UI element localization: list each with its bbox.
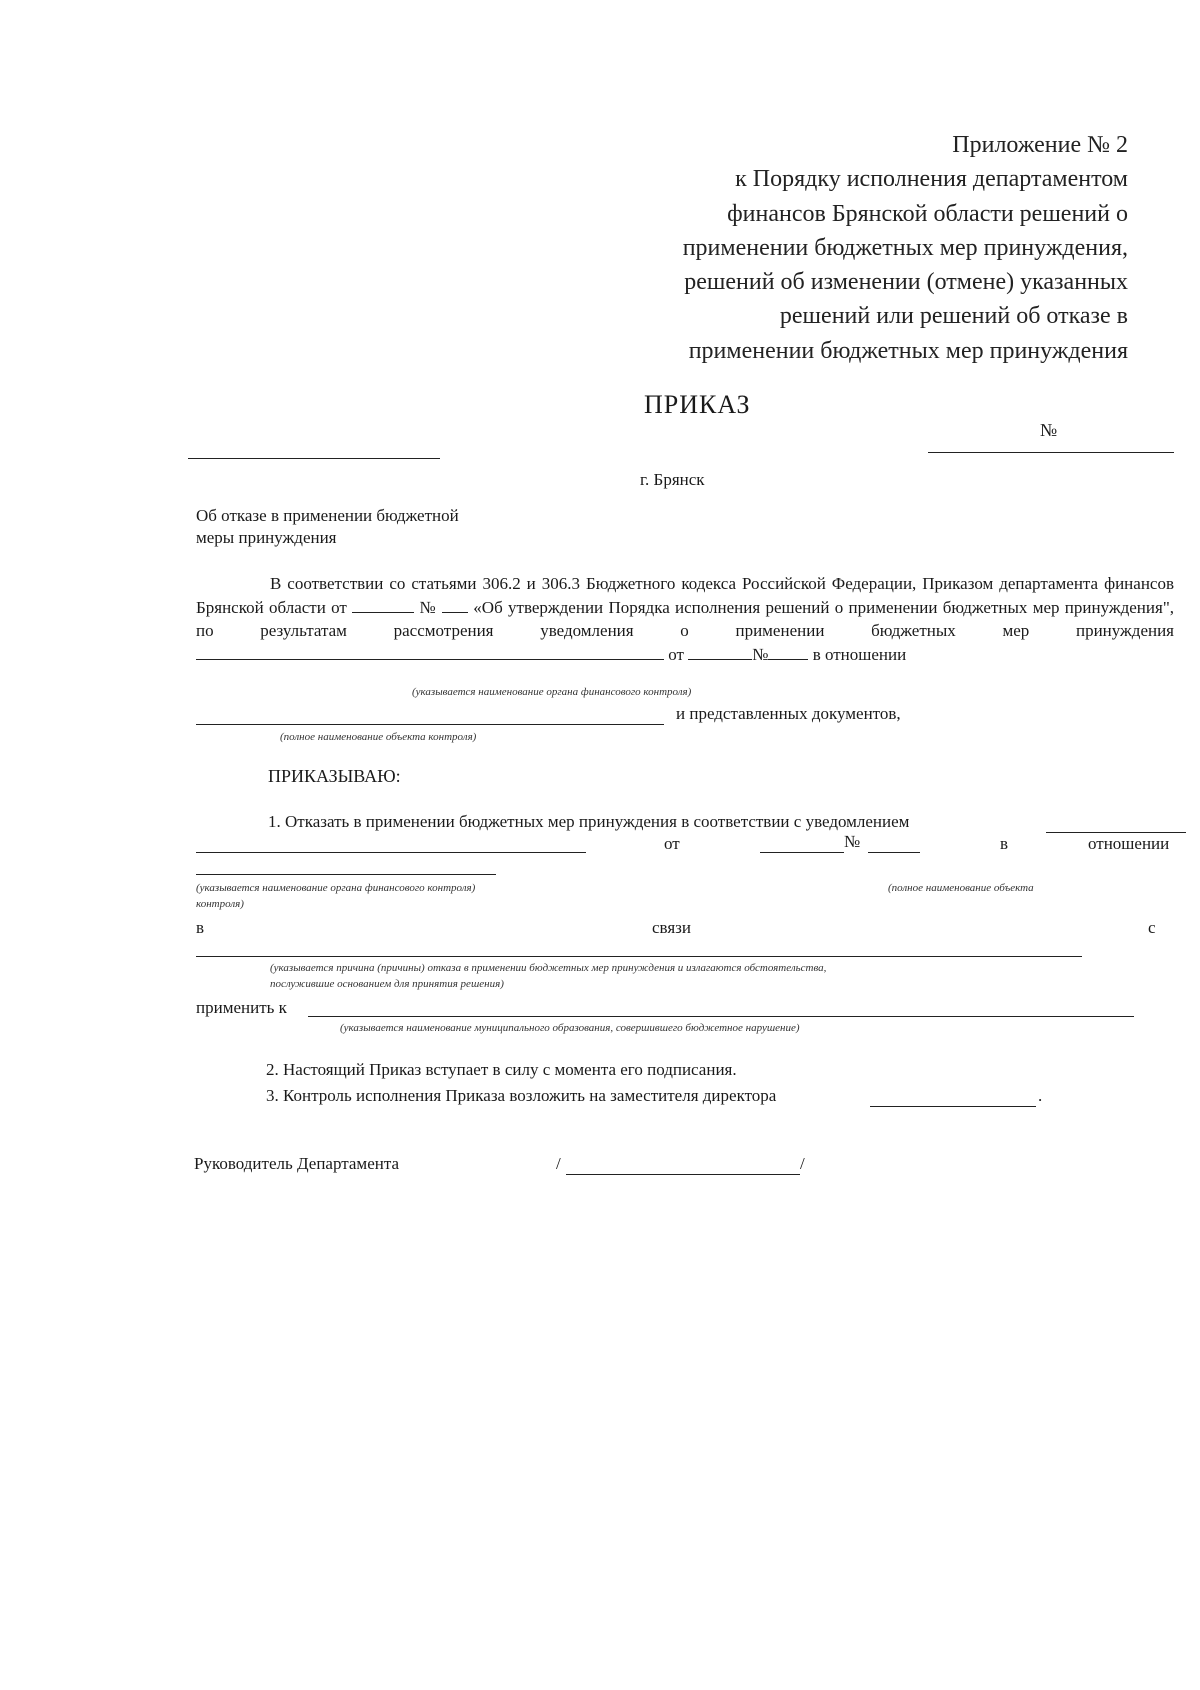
hint-object-2a: (полное наименование объекта: [888, 882, 1034, 894]
item1-in: в: [1000, 834, 1009, 853]
blank-deputy: [870, 1106, 1036, 1107]
item1-with: с: [1148, 918, 1156, 937]
item3-period: .: [1038, 1086, 1043, 1105]
appendix-line: финансов Брянской области решений о: [727, 200, 1128, 227]
number-line: [928, 452, 1174, 453]
preamble-text: «Об утверждении Порядка исполнения решений о применении бюджетных мер принуждения", по результатам рассмотрения уведомления о применении бюджетных мер принуждения: [196, 597, 1175, 641]
preamble-paragraph: [196, 572, 1174, 666]
item1-apply-to: применить к: [196, 998, 287, 1017]
blank-notice: [1046, 832, 1186, 833]
hint-organ: (указывается наименование органа финансового контроля): [412, 686, 692, 698]
preamble-number-sign: №: [752, 644, 769, 664]
city-label: г. Брянск: [640, 470, 705, 489]
appendix-line: применении бюджетных мер принуждения: [688, 337, 1128, 364]
item1-connection: связи: [652, 918, 691, 937]
document-title: ПРИКАЗ: [644, 390, 751, 419]
blank-object: [196, 724, 664, 725]
preamble-number-sign: №: [419, 597, 437, 617]
subject-line-2: меры принуждения: [196, 528, 337, 547]
item1-relation: отношении: [1088, 834, 1170, 853]
hint-object: (полное наименование объекта контроля): [280, 731, 477, 743]
appendix-line: к Порядку исполнения департаментом: [735, 166, 1128, 193]
blank-organ-3: [196, 874, 496, 875]
hint-reason-2: послужившие основанием для принятия решения): [270, 978, 504, 990]
hint-reason-1: (указывается причина (причины) отказа в применении бюджетных мер принуждения и излагаются обстоятельства,: [270, 962, 827, 974]
appendix-heading: [508, 128, 1128, 368]
blank-number-2: [868, 852, 920, 853]
blank-reason: [196, 956, 1082, 957]
appendix-line: решений об изменении (отмене) указанных: [684, 269, 1128, 296]
hint-organ-2: (указывается наименование органа финансового контроля): [196, 882, 476, 894]
signature-label: Руководитель Департамента: [194, 1154, 400, 1173]
preamble-text: В соответствии со статьями 306.2 и 306.3 Бюджетного кодекса Российской Федерации, Приказом департамента финансов Брянской области от: [196, 574, 1174, 617]
item1-text: 1. Отказать в применении бюджетных мер принуждения в соответствии с уведомлением: [268, 812, 910, 831]
documents-text: и представленных документов,: [676, 704, 901, 723]
preamble-from: от: [668, 644, 684, 664]
blank-date: [688, 644, 752, 660]
signature-slash-right: /: [800, 1154, 805, 1173]
blank-number: [768, 644, 808, 660]
appendix-line: Приложение № 2: [952, 132, 1128, 158]
item1-from: от: [664, 834, 680, 853]
appendix-line: решений или решений об отказе в: [779, 303, 1128, 330]
blank-municipal: [308, 1016, 1134, 1017]
hint-municipal: (указывается наименование муниципального образования, совершившего бюджетное нарушение): [340, 1022, 800, 1034]
blank-organ-2: [196, 852, 586, 853]
number-sign: №: [1040, 420, 1058, 440]
item2-text: 2. Настоящий Приказ вступает в силу с момента его подписания.: [266, 1060, 737, 1079]
subject-line-1: Об отказе в применении бюджетной: [196, 506, 459, 525]
blank-organ: [196, 644, 664, 660]
order-word: ПРИКАЗЫВАЮ:: [268, 766, 401, 786]
blank-number: [442, 597, 468, 613]
date-line: [188, 458, 440, 459]
item3-text: 3. Контроль исполнения Приказа возложить на заместителя директора: [266, 1086, 777, 1105]
hint-object-2b: контроля): [196, 898, 244, 910]
preamble-text: в отношении: [812, 644, 907, 664]
item1-in-word: в: [196, 918, 205, 937]
signature-line: [566, 1174, 800, 1175]
blank-date: [352, 597, 414, 613]
appendix-line: применении бюджетных мер принуждения,: [682, 234, 1128, 261]
signature-slash-left: /: [556, 1154, 561, 1173]
blank-date-2: [760, 852, 844, 853]
item1-number-sign: №: [844, 832, 861, 851]
